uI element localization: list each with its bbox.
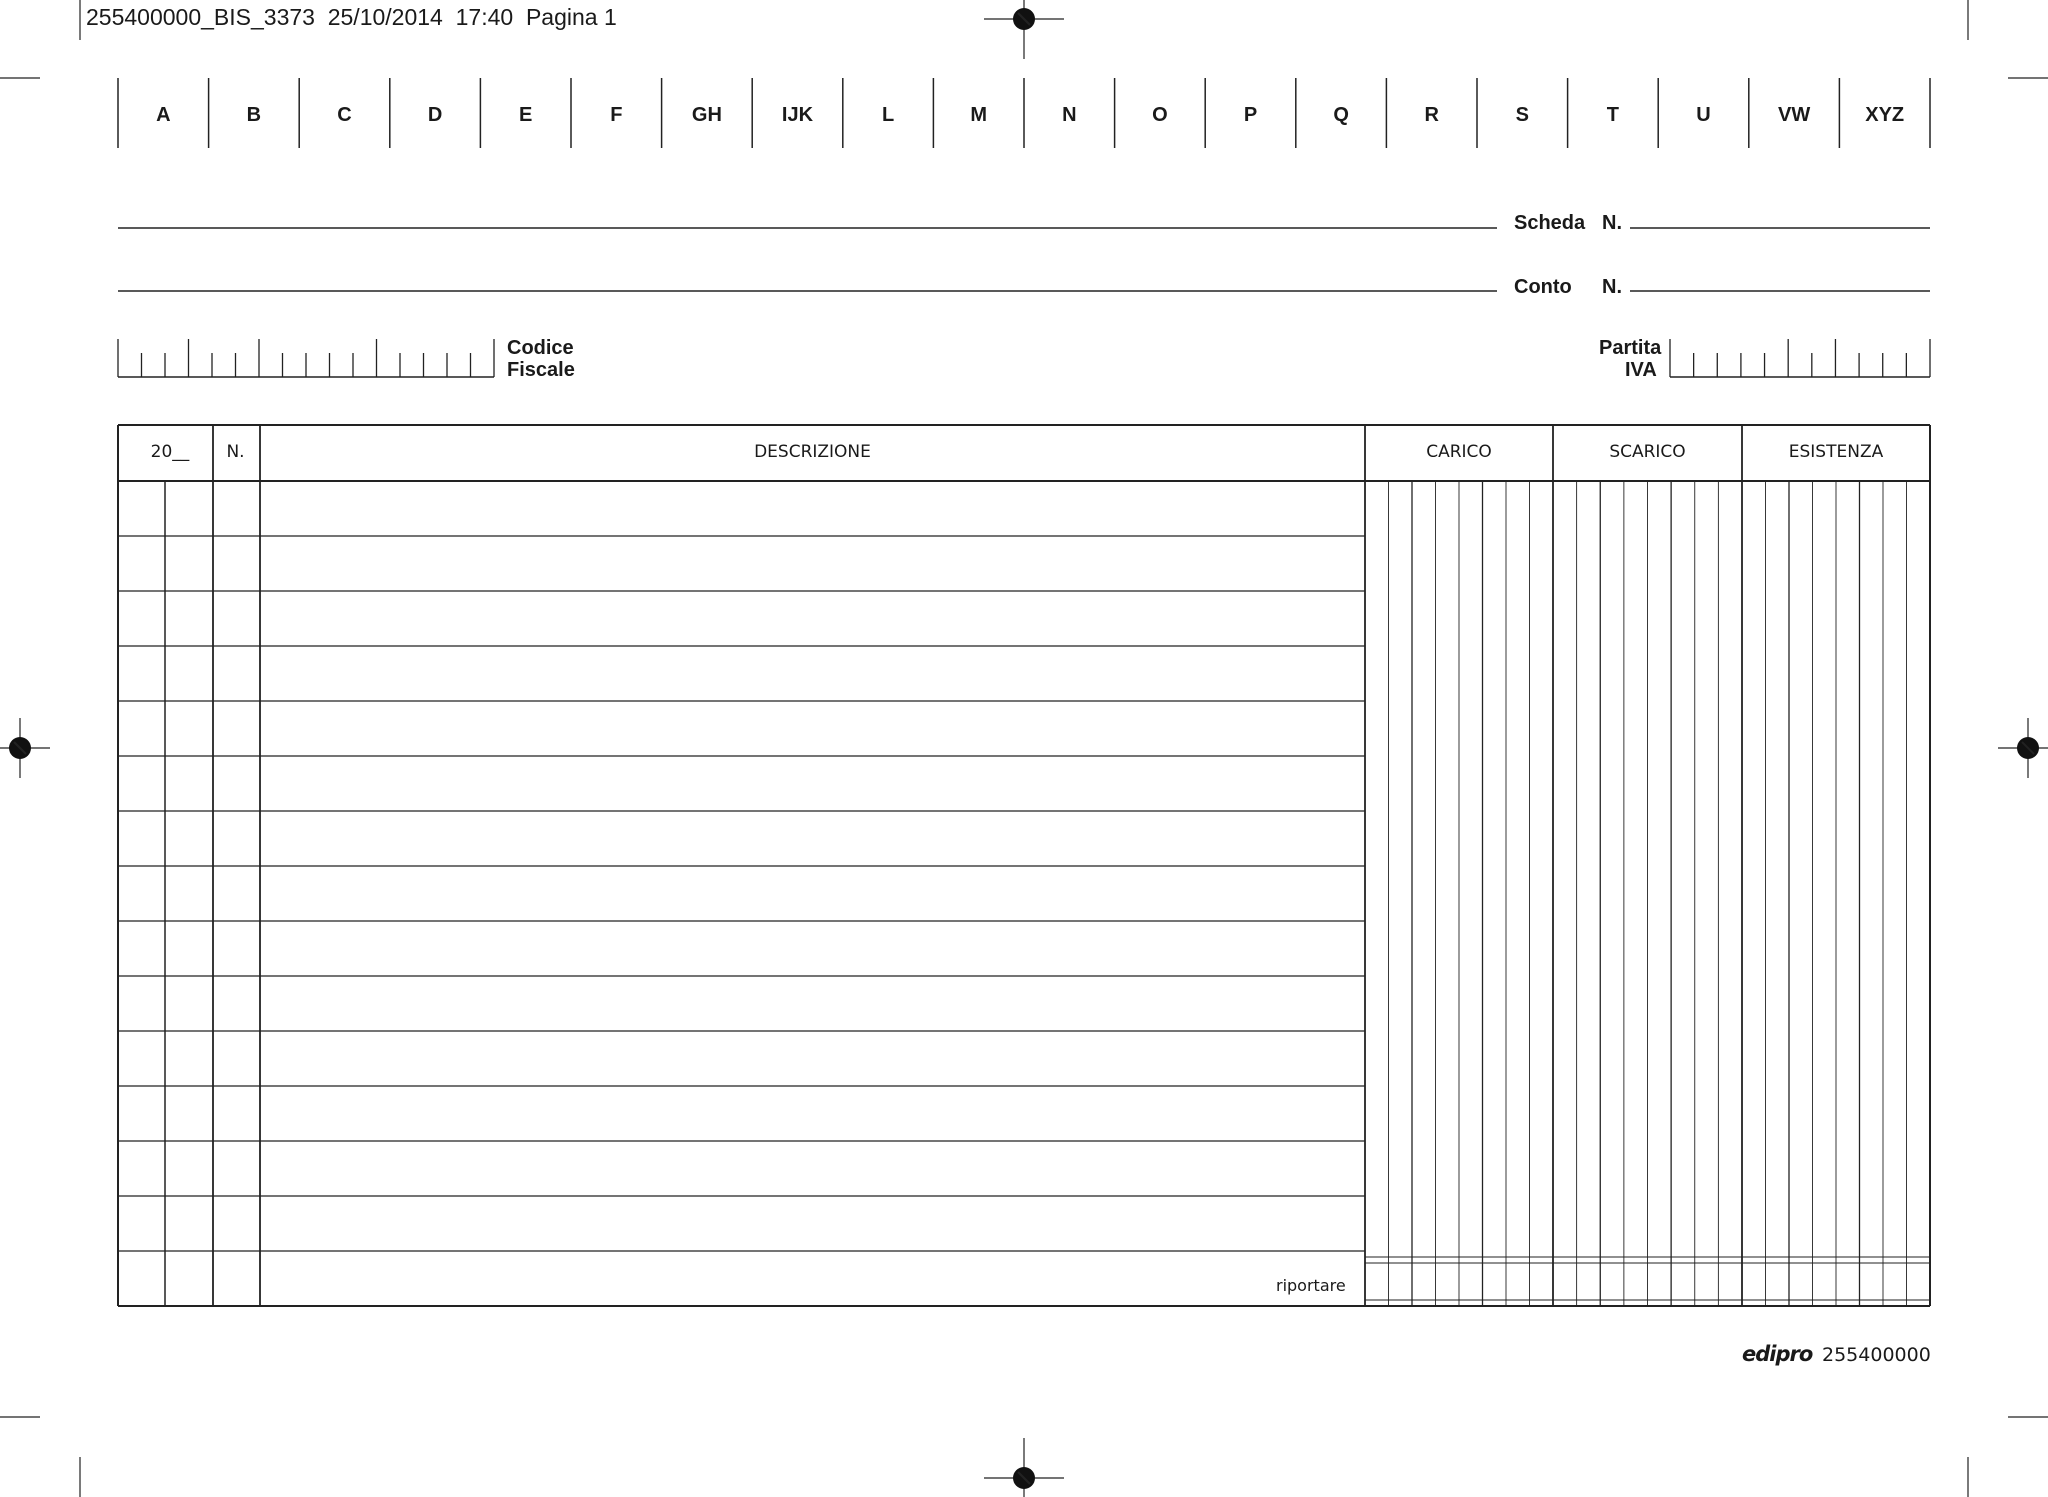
partita-iva-label-1: Partita xyxy=(1599,337,1662,359)
alphabet-tab: L xyxy=(881,104,895,126)
brand-logo: edipro xyxy=(1742,1342,1813,1366)
riportare-label: riportare xyxy=(1276,1276,1346,1295)
alphabet-tab: XYZ xyxy=(1865,104,1905,126)
alphabet-tab: C xyxy=(337,104,352,126)
alphabet-tab: M xyxy=(970,104,988,126)
alphabet-tab: GH xyxy=(691,104,722,126)
col-year-header: 20__ xyxy=(150,442,190,462)
col-esistenza-header: ESISTENZA xyxy=(1788,442,1884,462)
alphabet-tab: B xyxy=(246,104,262,126)
col-carico-header: CARICO xyxy=(1426,442,1492,462)
alphabet-tab: E xyxy=(519,104,533,126)
scheda-label: Scheda xyxy=(1514,212,1586,234)
product-code: 255400000 xyxy=(1822,1344,1931,1366)
conto-label: Conto xyxy=(1514,276,1572,298)
alphabet-tab: F xyxy=(610,104,623,126)
alphabet-tab: N xyxy=(1062,104,1077,126)
alphabet-tab: T xyxy=(1606,104,1619,126)
codice-fiscale-label-2: Fiscale xyxy=(507,359,575,381)
alphabet-tab: S xyxy=(1515,104,1529,126)
print-slug: 255400000_BIS_3373 25/10/2014 17:40 Pagina 1 xyxy=(86,4,617,30)
alphabet-tab: VW xyxy=(1777,104,1811,126)
alphabet-tab: D xyxy=(427,104,443,126)
conto-n-label: N. xyxy=(1602,276,1622,298)
col-scarico-header: SCARICO xyxy=(1609,442,1686,462)
alphabet-tab: O xyxy=(1152,104,1168,126)
alphabet-tab: IJK xyxy=(781,104,814,126)
col-number-header: N. xyxy=(226,442,245,462)
alphabet-tab: P xyxy=(1243,104,1258,126)
alphabet-tab: A xyxy=(156,104,171,126)
scheda-n-label: N. xyxy=(1602,212,1622,234)
col-description-header: DESCRIZIONE xyxy=(754,442,871,462)
partita-iva-label-2: IVA xyxy=(1625,359,1657,381)
alphabet-tab: R xyxy=(1424,104,1439,126)
alphabet-tab: U xyxy=(1696,104,1711,126)
alphabet-tab: Q xyxy=(1333,104,1349,126)
codice-fiscale-label-1: Codice xyxy=(507,337,574,359)
